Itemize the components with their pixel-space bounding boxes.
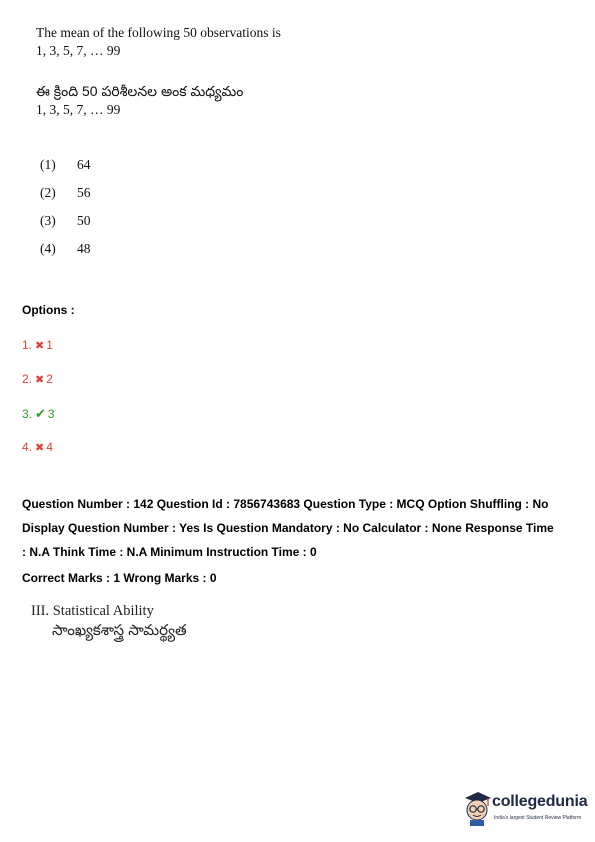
question-english-line1: The mean of the following 50 observations is [36, 25, 281, 40]
meta-line-1: Question Number : 142 Question Id : 7856743683 Question Type : MCQ Option Shuffling : No [22, 497, 549, 511]
option-index: 4. [22, 440, 33, 454]
cross-icon: ✖ [35, 374, 45, 386]
section-title-english: III. Statistical Ability [31, 603, 154, 619]
marks-info: Correct Marks : 1 Wrong Marks : 0 [22, 571, 217, 585]
choice-value: 48 [77, 241, 91, 256]
option-value: 3 [47, 407, 55, 421]
option-index: 1. [22, 338, 33, 352]
cross-icon: ✖ [35, 340, 45, 352]
choice-2 [40, 185, 91, 201]
choice-1 [40, 157, 91, 173]
choice-value: 56 [77, 185, 91, 200]
check-icon: ✔ [35, 406, 46, 421]
collegedunia-logo [462, 789, 590, 829]
cross-icon: ✖ [35, 442, 45, 454]
choice-4 [40, 241, 91, 257]
question-english-series: 1, 3, 5, 7, … 99 [36, 43, 121, 58]
section-title-telugu: సాంఖ్యకశాస్త్ర సామర్థ్యత [52, 622, 187, 639]
option-3 [22, 406, 55, 422]
option-value: 4 [46, 440, 53, 454]
choice-value: 50 [77, 213, 91, 228]
options-heading: Options : [22, 303, 75, 317]
choice-number: (1) [40, 157, 56, 172]
meta-line-3: : N.A Think Time : N.A Minimum Instruction Time : 0 [22, 545, 317, 559]
option-value: 2 [46, 372, 53, 386]
question-telugu-series: 1, 3, 5, 7, … 99 [36, 102, 121, 117]
option-index: 3. [22, 407, 33, 421]
option-index: 2. [22, 372, 33, 386]
choice-number: (3) [40, 213, 56, 228]
choice-3 [40, 213, 91, 229]
brand-name: collegedunia [492, 793, 588, 810]
mascot-icon [462, 789, 492, 827]
choice-number: (2) [40, 185, 56, 200]
choice-value: 64 [77, 157, 91, 172]
question-telugu-line1: ఈ క్రింది 50 పరిశీలనల అంక మధ్యమం [36, 83, 244, 99]
meta-line-2: Display Question Number : Yes Is Question Mandatory : No Calculator : None Response Time [22, 521, 554, 535]
question-meta [22, 492, 582, 564]
brand-tagline: India's largest Student Review Platform [494, 815, 582, 821]
choice-number: (4) [40, 241, 56, 256]
option-value: 1 [46, 338, 53, 352]
option-2 [22, 372, 53, 386]
option-4 [22, 440, 53, 454]
option-1 [22, 338, 53, 352]
